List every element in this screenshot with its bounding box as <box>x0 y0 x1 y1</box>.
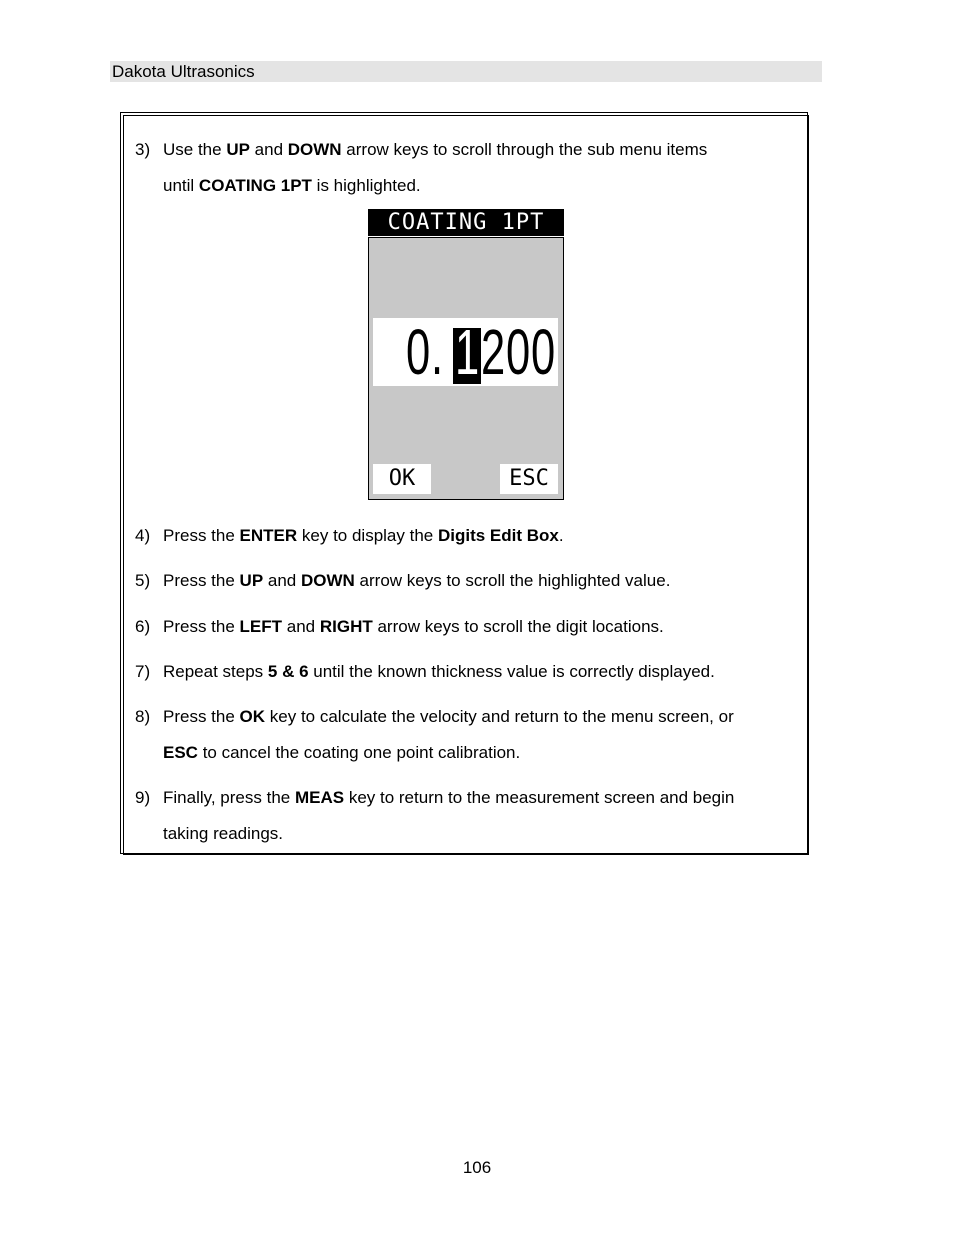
decimal-point: . <box>431 316 444 388</box>
digit-highlighted: 1 <box>455 316 480 388</box>
digit: 2 <box>481 316 506 388</box>
step-number: 5) <box>135 571 151 590</box>
esc-softkey: ESC <box>500 464 558 494</box>
page-number: 106 <box>462 1158 492 1177</box>
step-text: Press the LEFT and RIGHT arrow keys to scroll the digit locations. <box>163 617 664 636</box>
step-number: 4) <box>135 526 151 545</box>
digits-edit-box <box>373 318 558 386</box>
digit: 0 <box>406 316 431 388</box>
step-number: 6) <box>135 617 151 636</box>
device-screen-title: COATING 1PT <box>368 209 564 236</box>
step-text: Press the ENTER key to display the Digits Edit Box. <box>163 526 564 545</box>
digit: 0 <box>531 316 556 388</box>
step-number: 3) <box>135 140 151 159</box>
step-text: Finally, press the MEAS key to return to the measurement screen and begin <box>163 788 735 807</box>
step-text: Press the UP and DOWN arrow keys to scroll the highlighted value. <box>163 571 671 590</box>
device-screen <box>368 237 564 500</box>
step-text-line2: ESC to cancel the coating one point calibration. <box>163 743 521 762</box>
digit: 0 <box>506 316 531 388</box>
step-number: 9) <box>135 788 151 807</box>
header-title: Dakota Ultrasonics <box>112 62 255 81</box>
step-number: 8) <box>135 707 151 726</box>
step-text-line2: taking readings. <box>163 824 284 843</box>
step-text: Press the OK key to calculate the velocity and return to the menu screen, or <box>163 707 734 726</box>
step-text: Use the UP and DOWN arrow keys to scroll through the sub menu items <box>163 140 708 159</box>
step-text: Repeat steps 5 & 6 until the known thickness value is correctly displayed. <box>163 662 715 681</box>
step-text-line2: until COATING 1PT is highlighted. <box>163 176 421 195</box>
step-number: 7) <box>135 662 151 681</box>
ok-softkey: OK <box>373 464 431 494</box>
